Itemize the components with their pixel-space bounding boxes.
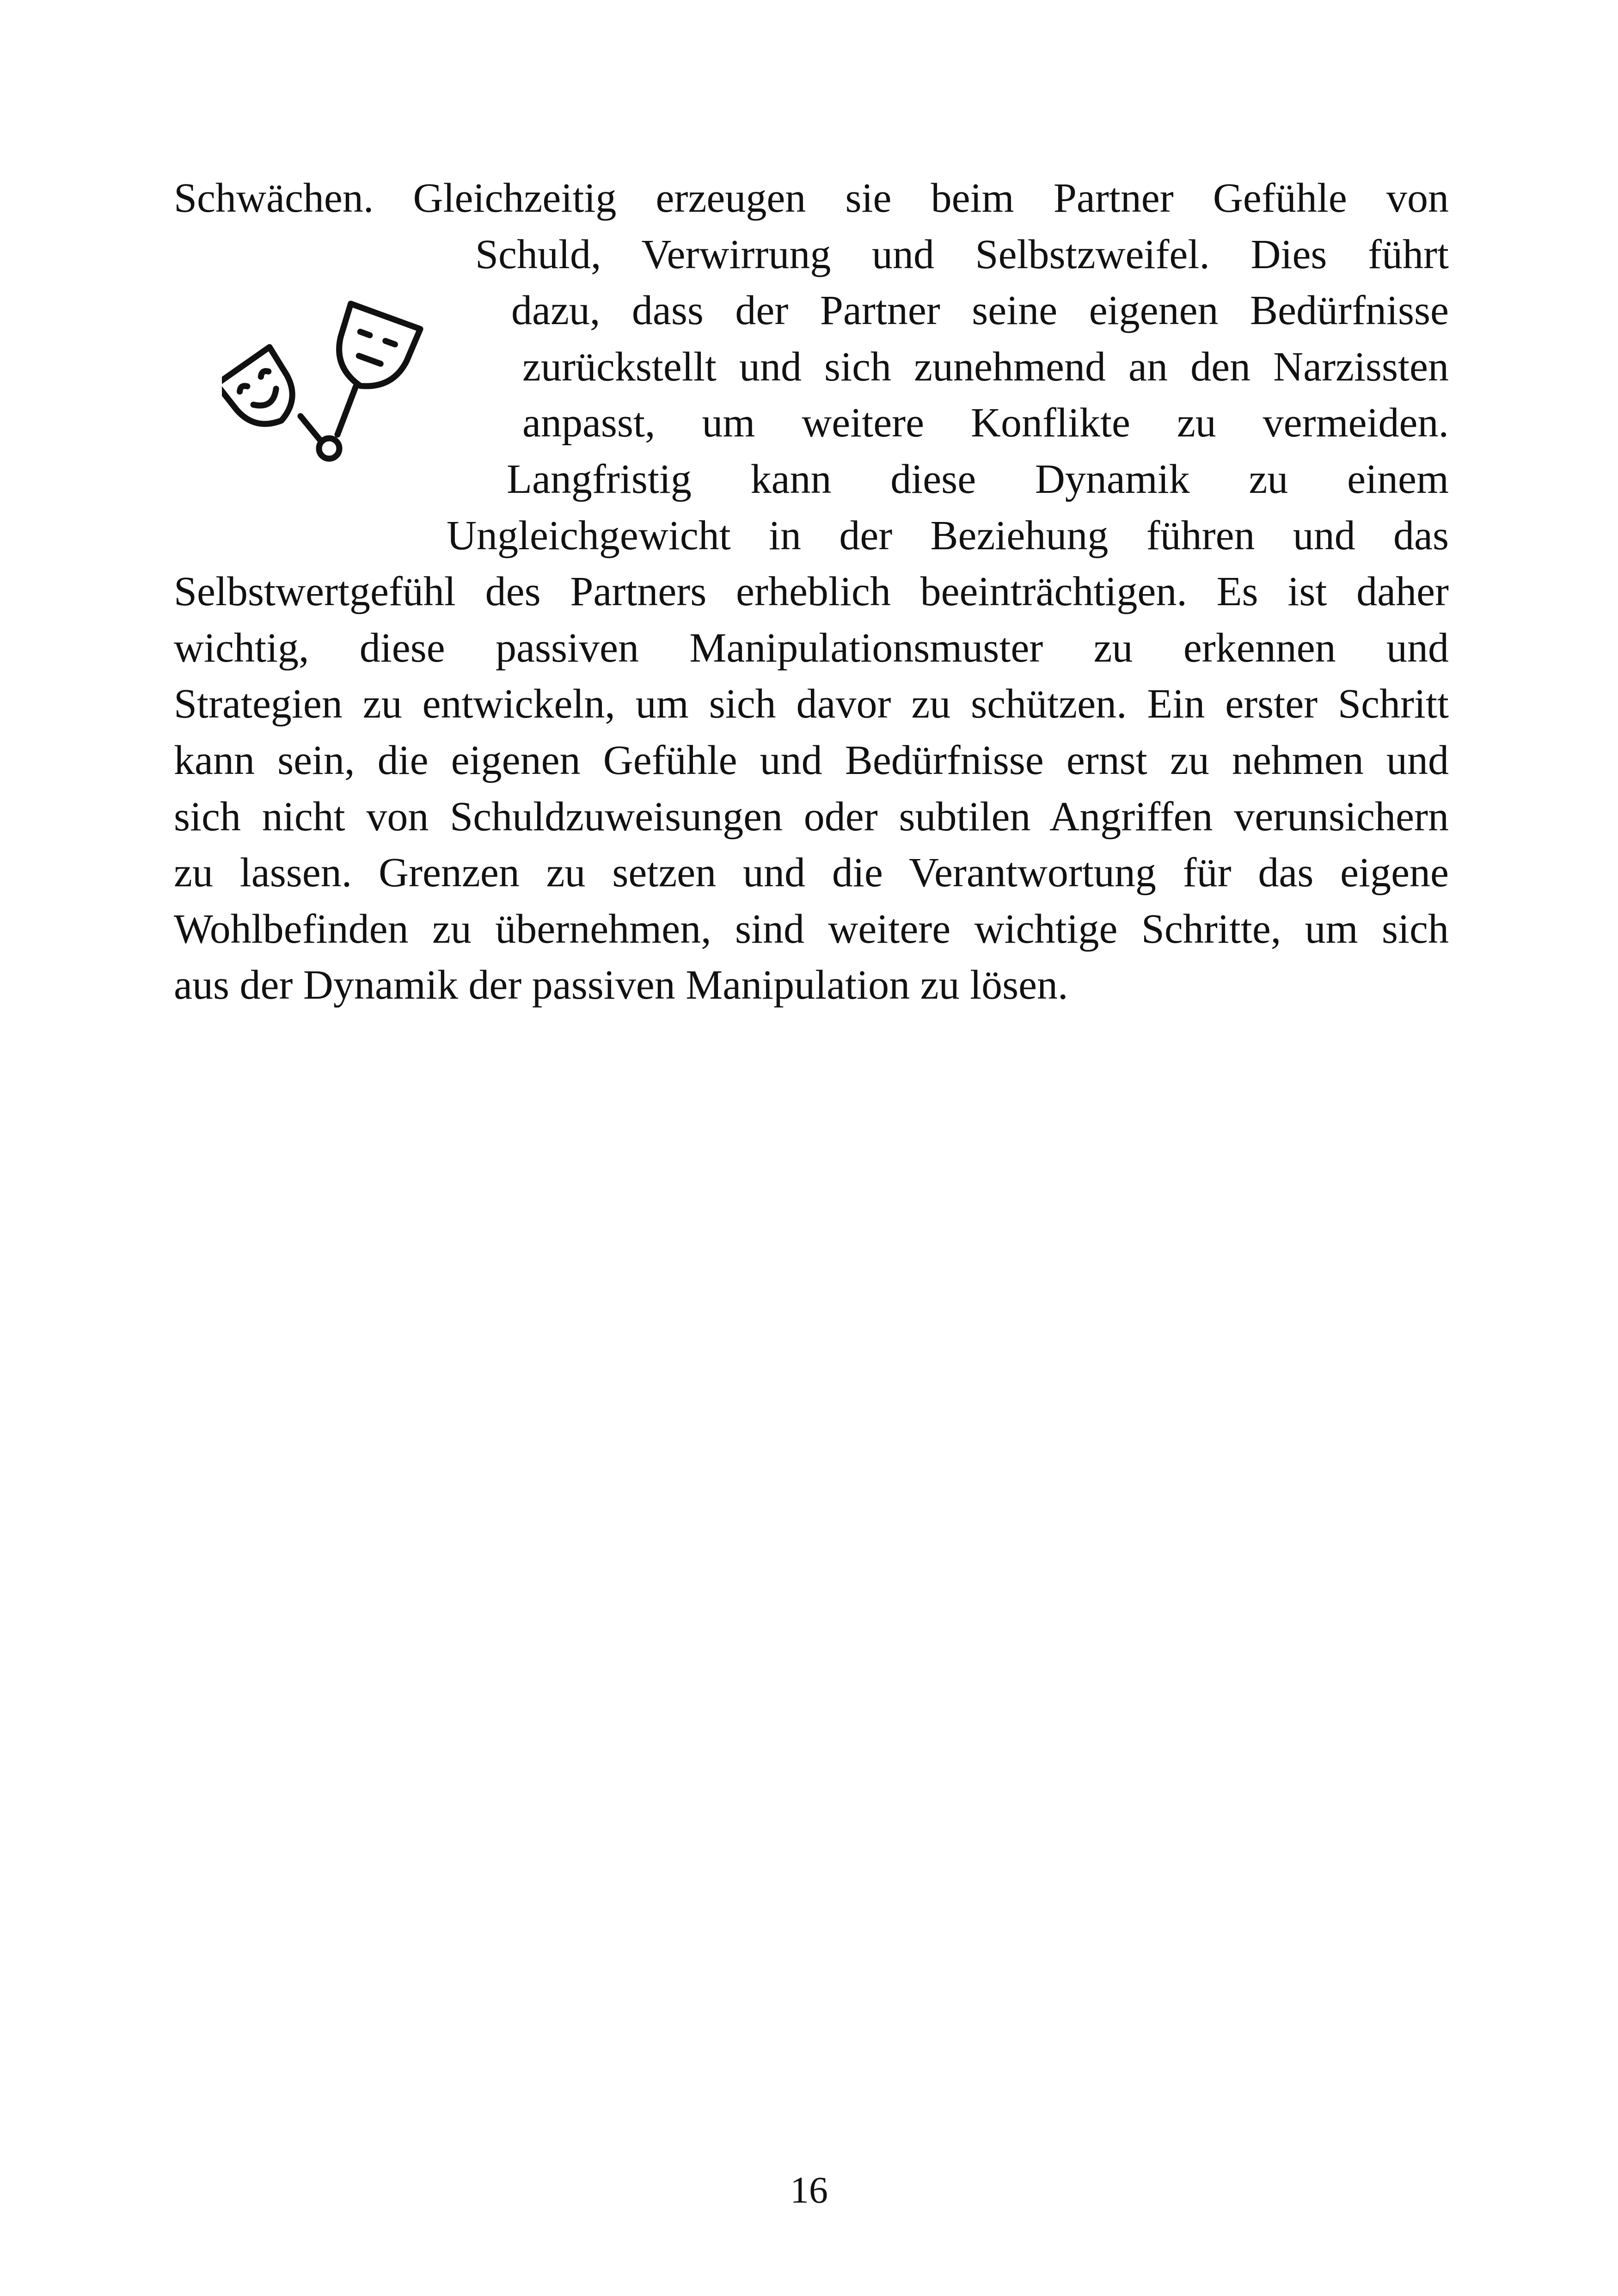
text-line: Schwächen. Gleichzeitig erzeugen sie beim Partner Gefühle von (174, 175, 1449, 221)
text-line: dazu, dass der Partner seine eigenen Bedürfnisse (511, 288, 1449, 334)
page-number: 16 (790, 2169, 828, 2211)
text-line: Wohlbefinden zu übernehmen, sind weitere wichtige Schritte, um sich (174, 906, 1449, 952)
text-line: zu lassen. Grenzen zu setzen und die Verantwortung für das eigene (174, 850, 1449, 896)
text-line: aus der Dynamik der passiven Manipulation zu lösen. (174, 962, 1068, 1008)
text-line: anpasst, um weitere Konflikte zu vermeiden. (522, 400, 1449, 446)
text-line: kann sein, die eigenen Gefühle und Bedürfnisse ernst zu nehmen und (174, 737, 1449, 783)
text-line: sich nicht von Schuldzuweisungen oder subtilen Angriffen verunsichern (174, 793, 1449, 840)
text-line: wichtig, diese passiven Manipulationsmuster zu erkennen und (174, 625, 1449, 671)
text-line: Ungleichgewicht in der Beziehung führen und das (447, 512, 1449, 559)
text-line: Strategien zu entwickeln, um sich davor zu schützen. Ein erster Schritt (174, 681, 1449, 727)
text-line: Schuld, Verwirrung und Selbstzweifel. Dies führt (475, 231, 1449, 277)
theater-masks-icon (222, 296, 444, 472)
text-line: Langfristig kann diese Dynamik zu einem (507, 456, 1449, 502)
text-line: zurückstellt und sich zunehmend an den Narzissten (522, 344, 1449, 390)
text-line: Selbstwertgefühl des Partners erheblich beeinträchtigen. Es ist daher (174, 569, 1449, 615)
